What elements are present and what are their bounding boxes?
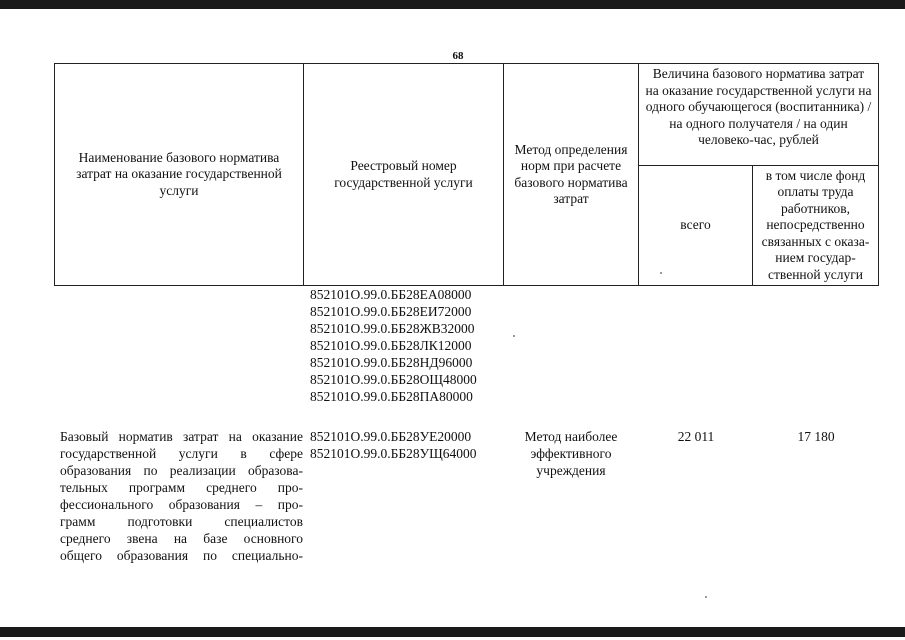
row-name-line: образования по реализации образова-	[60, 463, 303, 478]
header-fot-cell	[753, 166, 879, 286]
header-registry-cell	[304, 64, 504, 286]
row-name-line: общего образования по специально-	[60, 548, 303, 563]
header-total-cell	[639, 166, 753, 286]
registry-code: 852101О.99.0.ББ28УЕ20000	[310, 429, 472, 444]
registry-code: 852101О.99.0.ББ28ЕИ72000	[310, 304, 472, 319]
row-fot-value: 17 180	[797, 429, 835, 444]
scan-speck	[660, 272, 662, 274]
registry-code: 852101О.99.0.ББ28ЛК12000	[310, 338, 472, 353]
header-value-group-cell	[639, 64, 879, 166]
scan-speck	[513, 335, 515, 337]
registry-code: 852101О.99.0.ББ28НД96000	[310, 355, 473, 370]
header-name-cell	[55, 64, 304, 286]
registry-code: 852101О.99.0.ББ28ПА80000	[310, 389, 473, 404]
table-header	[54, 63, 879, 286]
continued-codes-list	[310, 286, 510, 405]
row-name-line: Базовый норматив затрат на оказание	[60, 429, 303, 444]
scan-edge-bottom	[0, 627, 905, 637]
row-name-line: государственной услуги в сфере	[60, 446, 303, 461]
registry-code: 852101О.99.0.ББ28УЩ64000	[310, 446, 477, 461]
scan-edge-top	[0, 0, 905, 9]
header-fot: в том числе фонд оплаты труда работников, непосредственно связанных с оказа-нием государ-ственной услуги	[761, 167, 870, 282]
row-name-line: тельных программ среднего про-	[60, 480, 303, 495]
row-name-line: грамм подготовки специалистов	[60, 514, 303, 529]
row-name-line: среднего звена на базе основного	[60, 531, 303, 546]
page-number: 68	[452, 50, 464, 62]
registry-code: 852101О.99.0.ББ28ЖВ32000	[310, 321, 475, 336]
header-total: всего	[680, 217, 711, 233]
header-value-group: Величина базового норматива затрат на оказание государственной услуги на одного обучающегося (воспитанника) / на одного получателя / на один человеко-час, рублей	[645, 66, 872, 147]
scan-speck	[705, 596, 707, 598]
header-registry: Реестровый номер государственной услуги	[334, 158, 473, 190]
row-service-name	[60, 428, 303, 564]
row-name-line: фессионального образования – про-	[60, 497, 303, 512]
row-registry-codes	[310, 428, 510, 462]
registry-code: 852101О.99.0.ББ28ЕА08000	[310, 287, 472, 302]
header-method: Метод определения норм при расчете базового норматива затрат	[514, 141, 628, 206]
row-total-value: 22 011	[677, 429, 715, 444]
header-name: Наименование базового норматива затрат на оказание государственной услуги	[76, 149, 282, 198]
row-method: Метод наиболее эффективного учреждения	[524, 429, 618, 478]
header-method-cell	[504, 64, 639, 286]
registry-code: 852101О.99.0.ББ28ОЩ48000	[310, 372, 477, 387]
